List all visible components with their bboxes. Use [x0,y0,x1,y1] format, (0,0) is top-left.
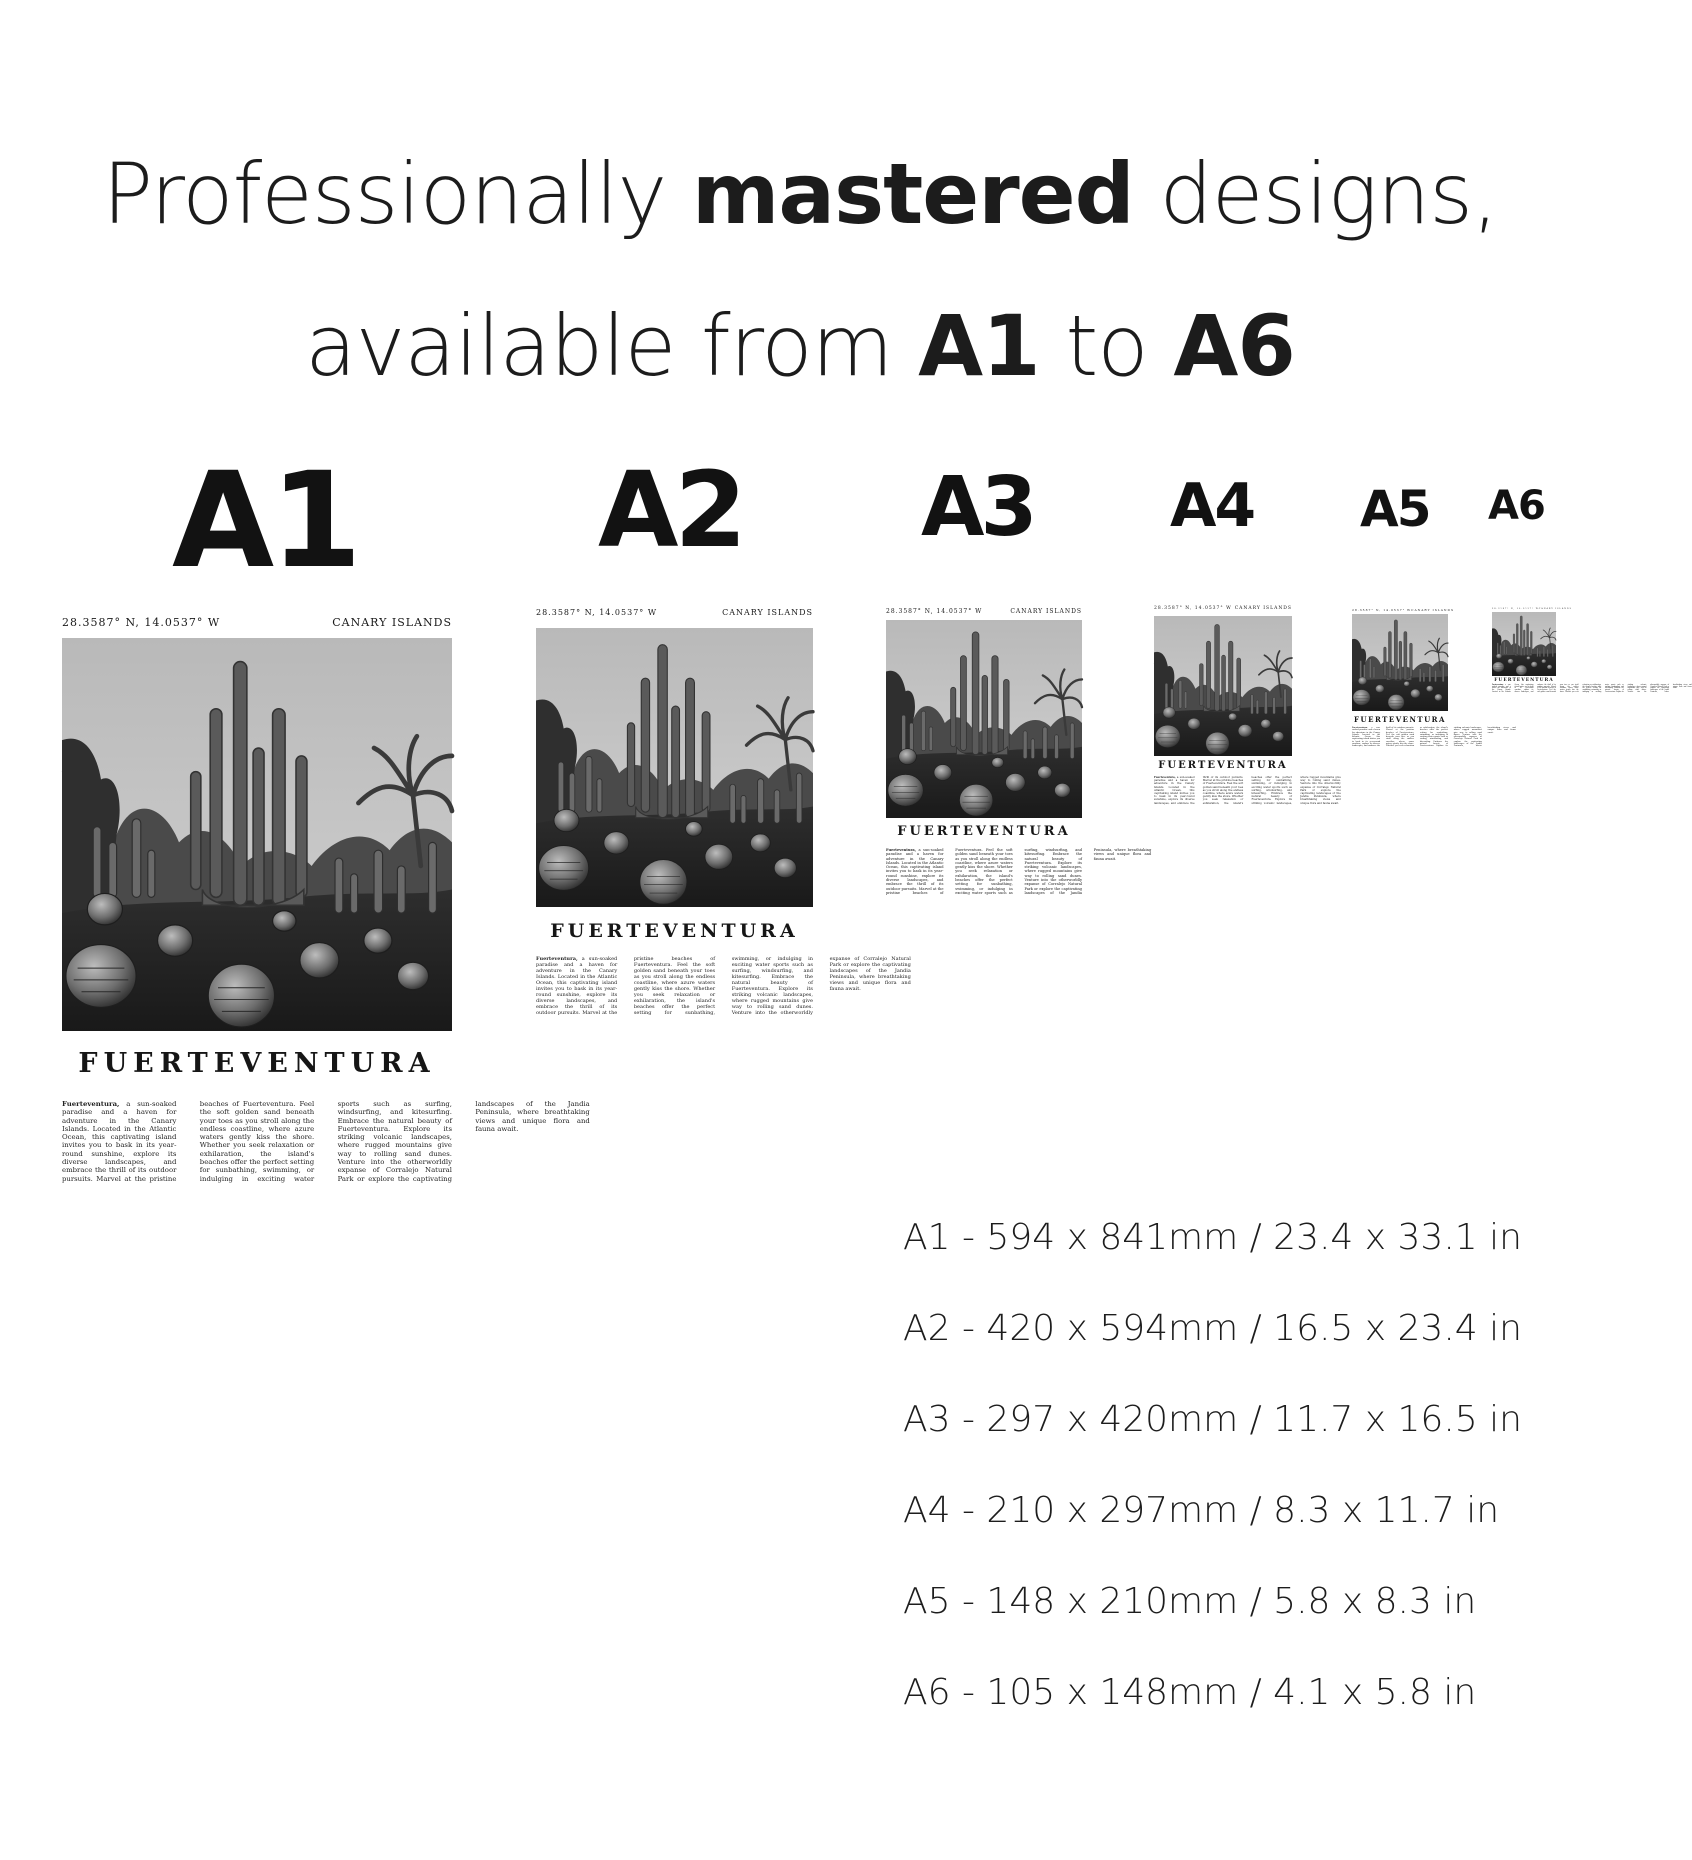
poster-body-lead: Fuerteventura, [536,956,578,962]
headline-text: Professionally [102,145,692,243]
poster-region: CANARY ISLANDS [722,608,813,617]
poster-photo [886,620,1082,818]
poster-header [536,608,813,617]
poster-coordinates: 28.3587° N, 14.0537° W [1154,606,1232,611]
headline-bold-text: A1 [918,297,1040,395]
poster-coordinates: 28.3587° N, 14.0537° W [536,608,658,617]
dimension-a5: A5 - 148 x 210mm / 5.8 x 8.3 in [903,1581,1477,1622]
poster-body-lead: Fuerteventura, [1154,776,1176,779]
poster-title: FUERTEVENTURA [78,1048,436,1079]
poster-region: CANARY ISLANDS [1538,608,1572,610]
poster-coordinates: 28.3587° N, 14.0537° W [62,616,221,629]
poster-body-lead: Fuerteventura, [1492,685,1504,686]
dimension-a2: A2 - 420 x 594mm / 16.5 x 23.4 in [903,1308,1522,1349]
poster-body-lead: Fuerteventura, [1352,727,1368,729]
poster-region: CANARY ISLANDS [332,616,452,629]
poster-header [1492,608,1572,610]
poster-header [1352,608,1454,612]
poster-title: FUERTEVENTURA [897,824,1071,839]
dimension-a1: A1 - 594 x 841mm / 23.4 x 33.1 in [903,1217,1522,1258]
poster-body-lead: Fuerteventura, [62,1100,120,1108]
headline-line-1 [0,118,1600,270]
poster-region: CANARY ISLANDS [1411,608,1454,612]
poster-photo [1352,614,1448,711]
poster-title: FUERTEVENTURA [550,920,799,942]
headline-text: available from [305,297,919,395]
poster-title: FUERTEVENTURA [1494,678,1554,683]
poster-coordinates: 28.3587° N, 14.0537° W [1352,608,1412,612]
headline-bold-text: A6 [1173,297,1295,395]
poster-photo [536,628,813,907]
poster-body-text: a sun-soaked paradise and a haven for adventure in the Canary Islands. Located in the Atlantic Ocean, this captivating island invites you to bask in its year-round sunshine, explore its diverse landscapes, and embrace the thrill of its outdoor pursuits. Marvel at the pristine beaches of Fuerteventura. Feel the soft golden sand beneath your toes as you stroll along the endless coastline, where azure waters gently kiss the shore. Whether you seek relaxation or exhilaration, the island's beaches offer the perfect setting for sunbathing, swimming, or indulging in exciting water sports such as surfing, windsurfing, and kitesurfing. Embrace the natural beauty of Fuerteventura. Explore its striking volcanic landscapes, where rugged mountains give way to rolling sand dunes. Venture into the otherworldly expanse of Corralejo Natural Park or explore the captivating landscapes of the Jandia Peninsula, where breathtaking views and unique flora and fauna await. [62,1100,590,1183]
poster-body [1352,727,1516,749]
poster-body-text: a sun-soaked paradise and a haven for adventure in the Canary Islands. Located in the Atlantic Ocean, this captivating island invites you to bask in its year-round sunshine, explore its diverse landscapes, and embrace the thrill of its outdoor pursuits. Marvel at the pristine beaches of Fuerteventura. Feel the soft golden sand beneath your toes as you stroll along the endless coastline, where azure waters gently kiss the shore. Whether you seek relaxation or exhilaration, the island's beaches offer the perfect setting for sunbathing, swimming, or indulging in exciting water sports such as surfing, windsurfing, and kitesurfing. Embrace the natural beauty of Fuerteventura. Explore its striking volcanic landscapes, where rugged mountains give way to rolling sand dunes. Venture into the otherworldly expanse of Corralejo Natural Park or explore the captivating landscapes of the Jandia Peninsula, where breathtaking views and unique flora and fauna await. [1154,776,1341,805]
size-label-a1: A1 [172,444,359,598]
size-label-a4: A4 [1170,471,1255,541]
poster-body-text: a sun-soaked paradise and a haven for adventure in the Canary Islands. Located in the Atlantic Ocean, this captivating island invites you to bask in its year-round sunshine, explore its diverse landscapes, and embrace the thrill of its outdoor pursuits. Marvel at the pristine beaches of Fuerteventura. Feel the soft golden sand beneath your toes as you stroll along the endless coastline, where azure waters gently kiss the shore. Whether you seek relaxation or exhilaration, the island's beaches offer the perfect setting for sunbathing, swimming, or indulging in exciting water sports such as surfing, windsurfing, and kitesurfing. Embrace the natural beauty of Fuerteventura. Explore its striking volcanic landscapes, where rugged mountains give way to rolling sand dunes. Venture into the otherworldly expanse of Corralejo Natural Park or explore the captivating landscapes of the Jandia Peninsula, where breathtaking views and unique flora and fauna await. [1492,685,1692,693]
poster-photo [1492,612,1556,676]
poster-region: CANARY ISLANDS [1010,608,1082,615]
dimension-a4: A4 - 210 x 297mm / 8.3 x 11.7 in [903,1490,1500,1531]
poster-body [1154,776,1341,808]
dimension-a3: A3 - 297 x 420mm / 11.7 x 16.5 in [903,1399,1522,1440]
poster-header [1154,606,1292,611]
dimension-a6: A6 - 105 x 148mm / 4.1 x 5.8 in [903,1672,1477,1713]
poster-a5 [1352,608,1516,750]
poster-coordinates: 28.3587° N, 14.0537° W [886,608,983,615]
poster-a3 [886,608,1152,898]
poster-region: CANARY ISLANDS [1234,606,1292,611]
size-label-a2: A2 [598,449,743,571]
poster-coordinates: 28.3587° N, 14.0537° W [1492,608,1539,610]
dimensions-list [903,1208,1523,1754]
headline-line-2 [0,270,1600,422]
headline-text: designs, [1133,145,1498,243]
poster-photo [1154,616,1292,756]
poster-body [1492,685,1692,695]
poster-header [62,616,452,629]
headline [0,118,1600,422]
poster-a1 [62,616,590,1191]
poster-a4 [1154,606,1341,810]
poster-body-text: a sun-soaked paradise and a haven for adventure in the Canary Islands. Located in the Atlantic Ocean, this captivating island invites you to bask in its year-round sunshine, explore its diverse landscapes, and embrace the thrill of its outdoor pursuits. Marvel at the pristine beaches of Fuerteventura. Feel the soft golden sand beneath your toes as you stroll along the endless coastline, where azure waters gently kiss the shore. Whether you seek relaxation or exhilaration, the island's beaches offer the perfect setting for sunbathing, swimming, or indulging in exciting water sports such as surfing, windsurfing, and kitesurfing. Embrace the natural beauty of Fuerteventura. Explore its striking volcanic landscapes, where rugged mountains give way to rolling sand dunes. Venture into the otherworldly expanse of Corralejo Natural Park or explore the captivating landscapes of the Jandia Peninsula, where breathtaking views and unique flora and fauna await. [536,956,911,1016]
poster-body [536,956,911,1020]
poster-body-lead: Fuerteventura, [886,848,916,852]
poster-a6 [1492,608,1692,696]
poster-title: FUERTEVENTURA [1158,760,1288,771]
headline-text: to [1039,297,1174,395]
poster-title: FUERTEVENTURA [1354,715,1446,724]
size-label-a3: A3 [921,460,1034,555]
size-label-a6: A6 [1488,483,1545,529]
poster-photo [62,638,452,1031]
size-label-a5: A5 [1360,480,1430,538]
poster-header [886,608,1082,615]
poster-body-text: a sun-soaked paradise and a haven for adventure in the Canary Islands. Located in the Atlantic Ocean, this captivating island invites you to bask in its year-round sunshine, explore its diverse landscapes, and embrace the thrill of its outdoor pursuits. Marvel at the pristine beaches of Fuerteventura. Feel the soft golden sand beneath your toes as you stroll along the endless coastline, where azure waters gently kiss the shore. Whether you seek relaxation or exhilaration, the island's beaches offer the perfect setting for sunbathing, swimming, or indulging in exciting water sports such as surfing, windsurfing, and kitesurfing. Embrace the natural beauty of Fuerteventura. Explore its striking volcanic landscapes, where rugged mountains give way to rolling sand dunes. Venture into the otherworldly expanse of Corralejo Natural Park or explore the captivating landscapes of the Jandia Peninsula, where breathtaking views and unique flora and fauna await. [886,848,1152,895]
poster-body [886,848,1152,896]
poster-a2 [536,608,911,1018]
poster-body [62,1100,590,1188]
poster-body-text: a sun-soaked paradise and a haven for adventure in the Canary Islands. Located in the Atlantic Ocean, this captivating island invites you to bask in its year-round sunshine, explore its diverse landscapes, and embrace the thrill of its outdoor pursuits. Marvel at the pristine beaches of Fuerteventura. Feel the soft golden sand beneath your toes as you stroll along the endless coastline, where azure waters gently kiss the shore. Whether you seek relaxation or exhilaration, the island's beaches offer the perfect setting for sunbathing, swimming, or indulging in exciting water sports such as surfing, windsurfing, and kitesurfing. Embrace the natural beauty of Fuerteventura. Explore its striking volcanic landscapes, where rugged mountains give way to rolling sand dunes. Venture into the otherworldly expanse of Corralejo Natural Park or explore the captivating landscapes of the Jandia Peninsula, where breathtaking views and unique flora and fauna await. [1352,727,1516,748]
headline-bold-text: mastered [691,145,1134,243]
